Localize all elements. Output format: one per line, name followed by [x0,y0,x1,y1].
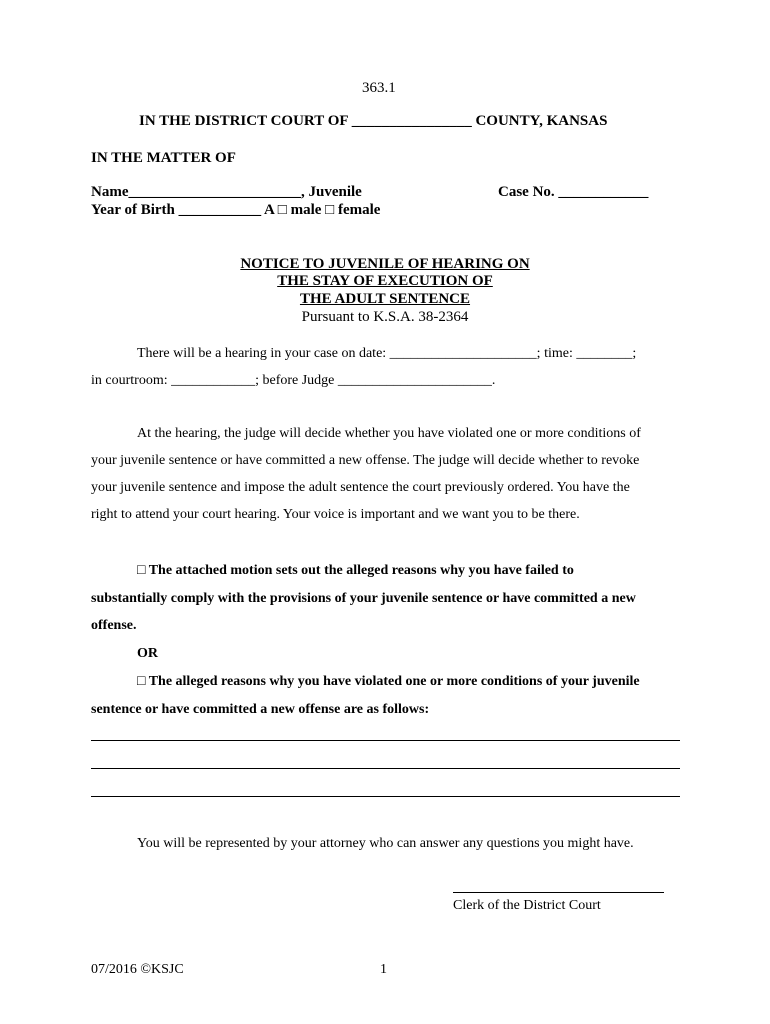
option1-line: substantially comply with the provisions of your juvenile sentence or have committed a new [91,591,636,606]
court-heading: IN THE DISTRICT COURT OF ________________ COUNTY, KANSAS [139,113,608,129]
option1-line: offense. [91,618,137,633]
hearing-line-1: There will be a hearing in your case on date: _____________________; time: ________; [137,346,637,361]
reason-fill-line[interactable] [91,740,680,741]
page-number: 1 [380,962,387,977]
birth-line: Year of Birth ___________ A □ male □ female [91,202,381,218]
judge-paragraph-line: right to attend your court hearing. Your voice is important and we want you to be there. [91,507,580,522]
judge-paragraph-line: your juvenile sentence or have committed a new offense. The judge will decide whether to revoke [91,453,640,468]
case-number: Case No. ____________ [498,184,649,200]
or-label: OR [137,646,158,661]
hearing-line-2: in courtroom: ____________; before Judge ______________________. [91,373,496,388]
option2-checkbox-line[interactable]: □ The alleged reasons why you have violated one or more conditions of your juvenile [137,674,640,689]
judge-paragraph-line: your juvenile sentence and impose the adult sentence the court previously ordered. You have the [91,480,630,495]
statute-reference: Pursuant to K.S.A. 38-2364 [301,309,469,325]
form-number: 363.1 [362,80,396,96]
attorney-notice: You will be represented by your attorney who can answer any questions you might have. [137,836,634,851]
option1-checkbox-line[interactable]: □ The attached motion sets out the alleged reasons why you have failed to [137,563,574,578]
reason-fill-line[interactable] [91,768,680,769]
clerk-label: Clerk of the District Court [453,898,601,913]
reason-fill-line[interactable] [91,796,680,797]
clerk-signature-line[interactable] [453,892,664,893]
notice-title-line2: THE STAY OF EXECUTION OF [277,273,493,289]
judge-paragraph-line: At the hearing, the judge will decide whether you have violated one or more conditions of [137,426,641,441]
footer-date: 07/2016 ©KSJC [91,962,184,977]
name-line: Name_______________________, Juvenile [91,184,362,200]
option2-line: sentence or have committed a new offense are as follows: [91,702,430,717]
matter-label: IN THE MATTER OF [91,150,236,166]
notice-title-line1: NOTICE TO JUVENILE OF HEARING ON [240,256,530,272]
notice-title-line3: THE ADULT SENTENCE [299,291,471,307]
